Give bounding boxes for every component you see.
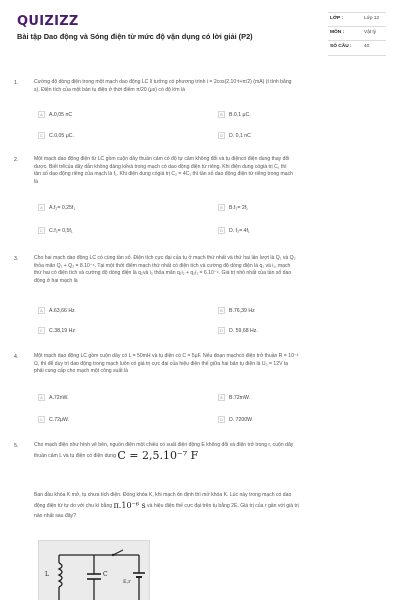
meta-class [328,12,386,26]
question-number: 5. [14,443,19,449]
option-letter-box: C [38,227,45,234]
question-line: s). Điện tích của một bản tụ điện ở thời điểm π/20 (μs) có độ lớn là [34,86,185,93]
period-formula: π.10⁻⁶ s [113,501,146,510]
circuit-diagram [38,540,150,600]
option-letter-box: D [218,416,225,423]
option-text: A.f₂= 0,25f₁ [49,204,76,211]
question-line: Một mạch dao động điện từ LC gồm cuộn dây thuần cảm có độ tự cảm không đổi và tụ điệncó điện dung thay đổi [34,156,290,162]
option-text: B.0,1 μC. [229,111,251,118]
meta-divider [328,55,386,56]
question-text [34,353,386,376]
option-letter-box: C [38,132,45,139]
option-letter-box: A [38,307,45,314]
option-text: A.0,05 nC [49,111,73,118]
question-line: động ở hai mạch là [34,277,78,284]
question-line: Ban đầu khóa K mở, tụ chưa tích điện. Đóng khóa K, khi mạch ổn định thì mở khóa K. Lúc này trong mạch có dao [34,492,292,498]
question-line-fragment: và hiệu điện thế cực đại trên tụ bằng 2E. Giá trị của r gần với giá trị [147,503,299,509]
worksheet-title: Bài tập Dao động và Sóng điện từ mức độ vận dụng có lời giải (P2) [17,32,253,41]
option-letter-box: D [218,227,225,234]
option-letter-box: D [218,327,225,334]
question-line: tần số dao động riêng của mạch là f₁. Khi điện dung cógiá trị C₂ = 4C₁ thì tần số dao động điện từ riêng trong mạch [34,171,294,178]
option-letter-box: A [38,204,45,211]
question-text [34,491,386,521]
meta-count [328,40,386,54]
question-text [34,442,386,464]
question-number: 1. [14,80,19,86]
question-line: Cho mạch điện như hình vẽ bên, nguồn điện một chiều có suất điện động E không đổi và điện trở trong r, cuộn dây [34,442,294,448]
question-number: 2. [14,157,19,163]
option-text: B.f₂= 2f₁ [229,204,248,211]
option-letter-box: B [218,204,225,211]
question-line: Ω, thì để duy trì dao động trong mạch luôn có giá trị cực đại của hiệu điện thế giữa hai bản tụ điện là U₀ = 12V ta [34,360,289,367]
capacitor-label: C [103,571,108,578]
answer-option[interactable] [38,110,72,119]
option-text: A.72nW. [49,394,69,401]
option-text: C.f₂= 0,5f₁ [49,227,73,234]
question-line: được. Biết trêcủa dây dẫn không đáng kểvà trong mạch có dao động điện từ riêng. Khi điện dung cógiá trị C₁ thì [34,163,287,170]
question-line: phải cung cấp cho mạch một công suất là [34,368,129,375]
option-letter-box: A [38,111,45,118]
answer-option[interactable] [218,203,248,212]
option-letter-box: C [38,416,45,423]
meta-class-key: LỚP : [330,16,344,21]
answer-option[interactable] [218,131,251,140]
option-text: C.72μW. [49,416,69,423]
answer-option[interactable] [218,415,252,424]
option-letter-box: C [38,327,45,334]
option-text: D. 59,68 Hz. [229,327,258,334]
answer-option[interactable] [38,415,69,424]
question-line: Cường độ dòng điện trong một mạch dao động LC lí tưởng có phương trình i = 2cos(2.10⁷t+π/2) (mA) (t tính bằng [34,79,292,85]
option-text: D. f₂= 4f₁ [229,227,250,234]
answer-option[interactable] [218,226,250,235]
worksheet-header [0,0,400,66]
question-line-fragment: thuần cảm L và tụ điện có điện dung [34,452,116,459]
source-label: E,r [123,579,131,585]
meta-subject [328,26,386,40]
meta-count-key: SỐ CÂU : [330,44,352,49]
question-number: 3. [14,256,19,262]
option-letter-box: B [218,307,225,314]
option-text: C.38,19 Hz [49,327,75,334]
question-text [34,156,386,186]
option-text: C.0,05 μC. [49,132,74,139]
inductor-label: L [45,571,49,578]
option-text: B.72mW. [229,394,251,401]
circuit-drawing [39,541,150,600]
answer-option[interactable] [218,110,251,119]
answer-option[interactable] [38,203,75,212]
capacitance-formula: C = 2,5.10⁻⁷ F [117,448,199,462]
question-text [34,79,386,94]
question-line [34,450,386,464]
answer-option[interactable] [38,226,73,235]
option-letter-box: B [218,111,225,118]
question-line: thỏa mãn Q₁ + Q₂ = 8.10⁻⁶. Tại một thời điểm mạch thứ nhất có điện tích và cường độ dòng điện là q₁ và i₁, mạch [34,262,291,269]
option-text: D. 7200W [229,416,253,423]
option-letter-box: B [218,394,225,401]
answer-option[interactable] [218,393,250,402]
option-text: A.63,66 Hz [49,307,75,314]
question-line-fragment: động điện từ tự do với chu kì bằng [34,503,113,509]
answer-option[interactable] [38,393,69,402]
question-line: là [34,178,38,185]
meta-class-value: Lớp 12 [364,16,380,21]
option-text: D. 0,1 nC [229,132,251,139]
answer-option[interactable] [218,306,255,315]
question-line: Một mạch dao động LC gồm cuộn dây có L = 50mH và tụ điện có C = 5μF. Nếu đoạn mạchcó điện trở thuần R = 10⁻² [34,353,299,359]
answer-option[interactable] [38,326,75,335]
meta-subject-key: MÔN : [330,30,345,35]
question-line [34,500,386,512]
answer-option[interactable] [218,326,258,335]
meta-count-value: 40 [364,44,370,49]
answer-option[interactable] [38,131,74,140]
question-number: 4. [14,354,19,360]
option-letter-box: D [218,132,225,139]
quizizz-logo[interactable]: QUIZIZZ [17,14,79,29]
question-line: thứ hai có điện tích và cường độ dòng điện là q₂và i₂ thỏa mãn q₁i₂ + q₂i₁ = 6.10⁻⁹. Giá trị nhỏ nhất của tần số dao [34,270,292,277]
question-line: Cho hai mạch dao động LC có cùng tần số. Điện tích cực đại của tụ ở mạch thứ nhất và thứ hai lần lượt là Q₁ và Q₂ [34,255,296,261]
meta-subject-value: Vật lý [364,30,376,35]
option-text: B.76,39 Hz [229,307,255,314]
question-text [34,255,386,285]
option-letter-box: A [38,394,45,401]
question-line: nào nhất sau đây? [34,513,76,519]
answer-option[interactable] [38,306,75,315]
